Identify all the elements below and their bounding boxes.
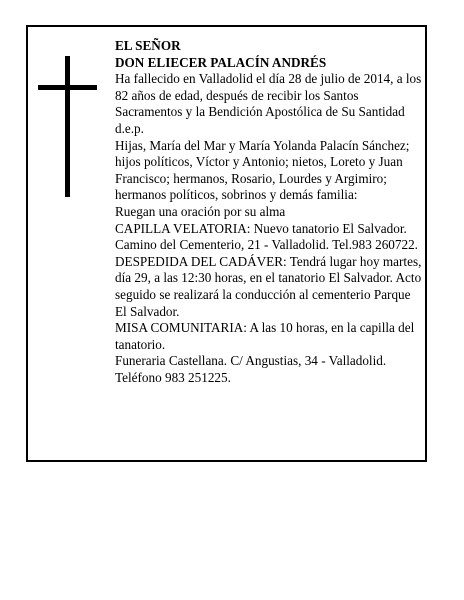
death-announcement: Ha fallecido en Valladolid el día 28 de julio de 2014, a los 82 años de edad, después de recibir los Santos Sacramentos y la Bendición Apostólica de Su Santidad d.e.p. [115, 71, 422, 136]
farewell-info: DESPEDIDA DEL CADÁVER: Tendrá lugar hoy martes, día 29, a las 12:30 horas, en el tanatorio El Salvador. Acto seguido se realizará la conducción al cementerio Parque El Salvador. [115, 253, 422, 319]
prayer-request: Ruegan una oración por su alma [115, 203, 286, 219]
cross-vertical-bar [65, 56, 70, 197]
chapel-info: CAPILLA VELATORIA: Nuevo tanatorio El Salvador. Camino del Cementerio, 21 - Valladolid. Tel.983 260722. [115, 220, 418, 253]
family-list: Hijas, María del Mar y María Yolanda Palacín Sánchez; hijos políticos, Víctor y Antonio; nietos, Loreto y Juan Francisco; hermanos, Rosario, Lourdes y Argimiro; hermanos políticos, sobrinos y demás familia: [115, 137, 410, 203]
notice-title: EL SEÑOR [115, 38, 181, 53]
cross-horizontal-bar [38, 85, 97, 90]
mass-info: MISA COMUNITARIA: A las 10 horas, en la capilla del tanatorio. [115, 320, 415, 352]
deceased-name: DON ELIECER PALACÍN ANDRÉS [115, 54, 327, 70]
funeral-home-info: Funeraria Castellana. C/ Angustias, 34 - Valladolid. Teléfono 983 251225. [115, 353, 387, 385]
obituary-text [115, 38, 425, 386]
